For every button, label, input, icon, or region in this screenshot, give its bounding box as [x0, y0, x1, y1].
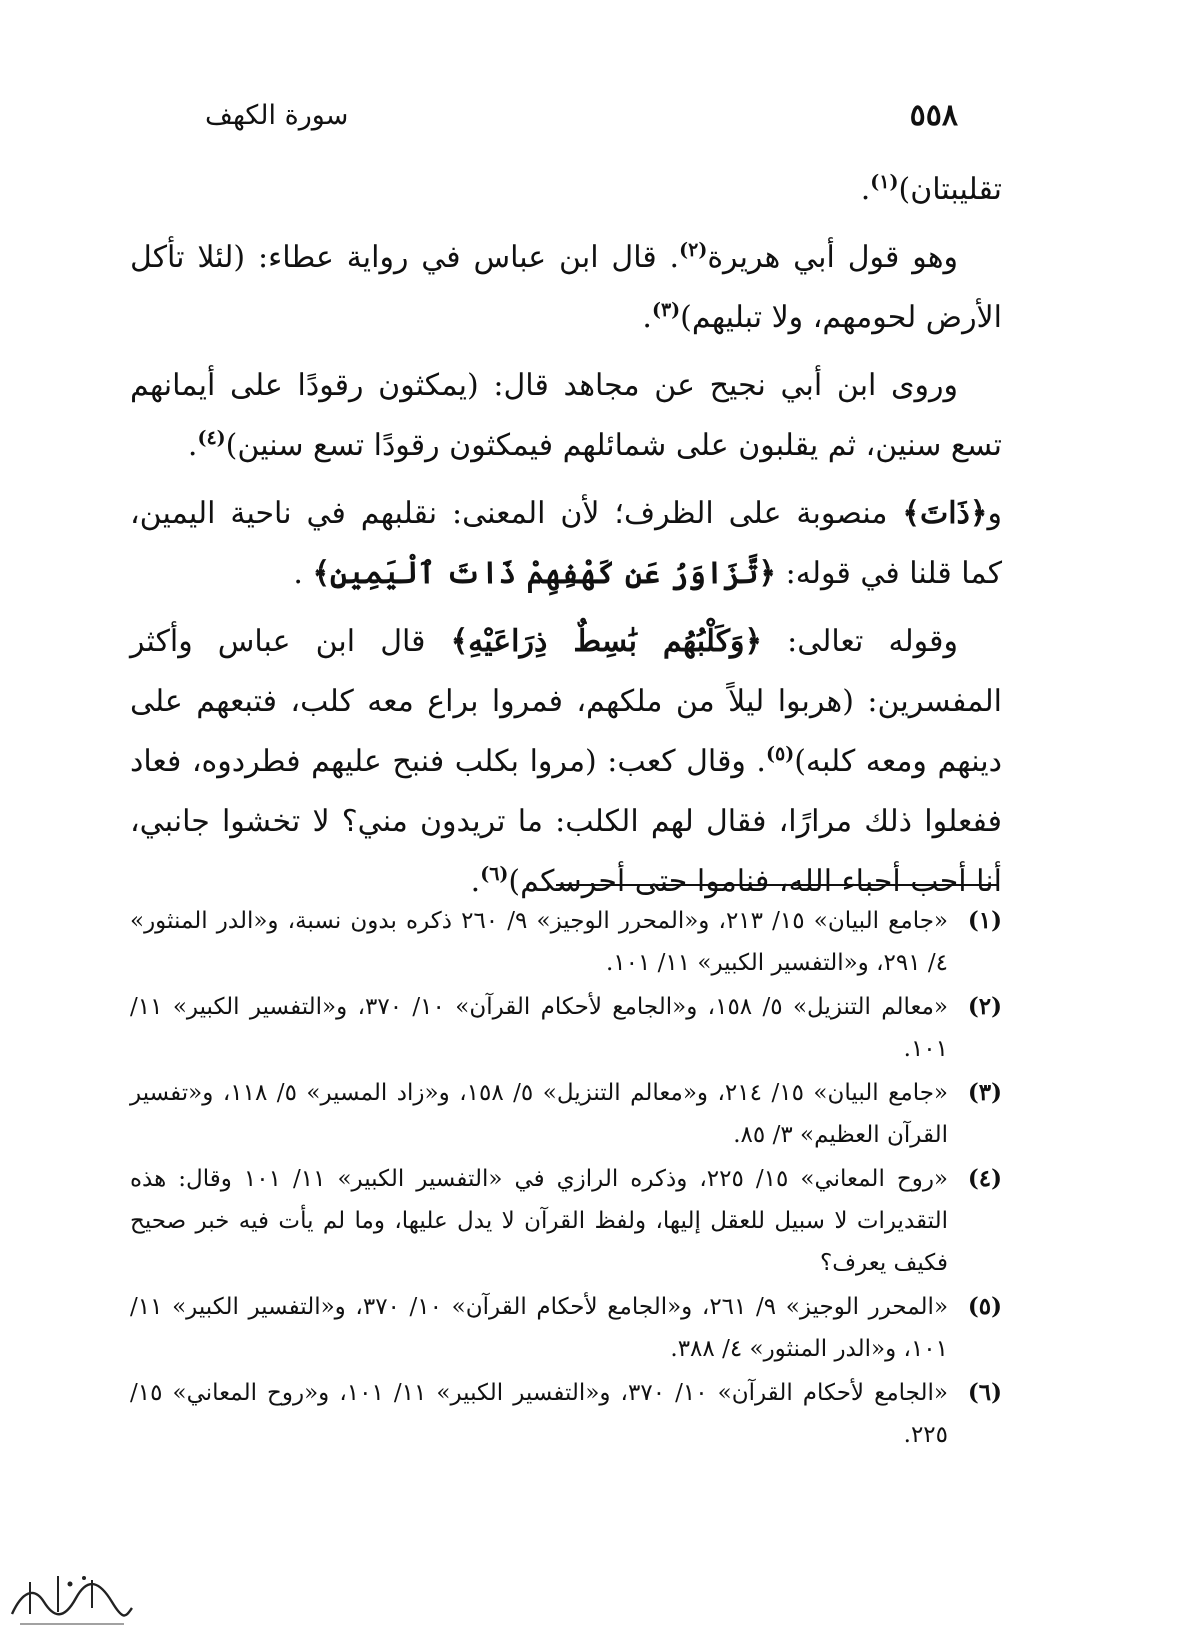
footnote-5: [130, 1286, 1002, 1370]
paragraph-5: [130, 612, 1002, 912]
footnote-ref[interactable]: (١): [870, 171, 899, 193]
footnote-4: [130, 1158, 1002, 1284]
paragraph-text: منصوبة على الظرف؛ لأن المعنى: نقلبهم في ناحية اليمين، كما قلنا في قوله:: [130, 496, 1002, 591]
watermark-logo: [0, 1562, 140, 1632]
quran-quote: ﴿ذَاتَ﴾: [902, 496, 988, 531]
footnote-text: «الجامع لأحكام القرآن» ١٠/ ٣٧٠، و«التفسير الكبير» ١١/ ١٠١، و«روح المعاني» ١٥/ ٢٢٥.: [130, 1380, 948, 1448]
footnote-1: [130, 900, 1002, 984]
paragraph-text: تقليبتان): [898, 172, 1002, 207]
paragraph-text: وروى ابن أبي نجيح عن مجاهد قال: (يمكثون رقودًا على أيمانهم تسع سنين، ثم يقلبون على شمائلهم فيمكثون رقودًا تسع سنين): [130, 368, 1002, 463]
footnote-2: [130, 986, 1002, 1070]
paragraph-end: .: [187, 428, 198, 463]
footnote-text: «المحرر الوجيز» ٩/ ٢٦١، و«الجامع لأحكام القرآن» ١٠/ ٣٧٠، و«التفسير الكبير» ١١/ ١٠١، و«الدر المنثور» ٤/ ٣٨٨.: [130, 1294, 949, 1362]
footnote-6: [130, 1372, 1002, 1456]
paragraph-3: [130, 356, 1002, 476]
footnote-number: (٦): [967, 1379, 1002, 1406]
footnote-3: [130, 1072, 1002, 1156]
paragraph-text: و: [987, 496, 1002, 531]
paragraph-text: . وقال كعب: (مروا بكلب فنبح عليهم فطردوه، فعاد ففعلوا ذلك مرارًا، فقال لهم الكلب: ما تريدون مني؟ لا تخشوا جانبي، أنا أحب أحباء الله، فناموا حتى أحرسكم): [130, 744, 1002, 899]
footnote-text: «جامع البيان» ١٥/ ٢١٣، و«المحرر الوجيز» ٩/ ٢٦٠ ذكره بدون نسبة، و«الدر المنثور» ٤/ ٢٩١، و«التفسير الكبير» ١١/ ١٠١.: [130, 908, 949, 976]
main-text: [130, 160, 1002, 920]
footnote-text: «معالم التنزيل» ٥/ ١٥٨، و«الجامع لأحكام القرآن» ١٠/ ٣٧٠، و«التفسير الكبير» ١١/ ١٠١.: [130, 994, 949, 1062]
footnote-number: (٣): [967, 1079, 1002, 1106]
paragraph-text: قال ابن عباس وأكثر المفسرين: (هربوا ليلاً من ملكهم، فمروا براع معه كلب، فتبعهم على دينهم ومعه كلبه): [130, 624, 1003, 779]
paragraph-end: .: [860, 172, 871, 207]
footnote-ref[interactable]: (٤): [197, 427, 226, 449]
paragraph-text: . قال ابن عباس في رواية عطاء: (لئلا تأكل الأرض لحومهم، ولا تبليهم): [130, 240, 1002, 335]
footnote-number: (٢): [967, 993, 1002, 1020]
footnote-text: «روح المعاني» ١٥/ ٢٢٥، وذكره الرازي في «التفسير الكبير» ١١/ ١٠١ وقال: هذه التقديرات لا سبيل للعقل إليها، ولفظ القرآن لا يدل عليها، وما لم يأت فيه خبر صحيح فكيف يعرف؟: [130, 1166, 948, 1276]
footnote-number: (١): [967, 907, 1002, 934]
page-number: ٥٥٨: [909, 97, 958, 133]
paragraph-text: وهو قول أبي هريرة: [707, 240, 959, 275]
footnote-number: (٤): [967, 1165, 1002, 1192]
paragraph-end: .: [642, 300, 652, 335]
footnote-ref[interactable]: (٢): [679, 239, 708, 261]
surah-title: سورة الكهف: [205, 99, 349, 131]
paragraph-4: [130, 484, 1002, 604]
footnote-ref[interactable]: (٦): [480, 863, 509, 885]
quran-quote: ﴿تَّزَاوَرُ عَن كَهْفِهِمْ ذَاتَ ٱلْيَمِينِ﴾: [312, 556, 777, 591]
footnote-text: «جامع البيان» ١٥/ ٢١٤، و«معالم التنزيل» ٥/ ١٥٨، و«زاد المسير» ٥/ ١١٨، و«تفسير القرآن العظيم» ٣/ ٨٥.: [130, 1080, 949, 1148]
footnote-ref[interactable]: (٥): [765, 743, 795, 765]
paragraph-end: .: [470, 864, 481, 899]
quran-quote: ﴿وَكَلْبُهُم بَٰسِطٌ ذِرَاعَيْهِ﴾: [450, 624, 763, 659]
paragraph-end: .: [293, 556, 313, 591]
footnote-number: (٥): [967, 1293, 1002, 1320]
footnote-ref[interactable]: (٣): [651, 299, 681, 321]
paragraph-text: وقوله تعالى:: [762, 624, 958, 659]
paragraph-1: [130, 160, 1002, 220]
footnote-divider: [556, 884, 999, 886]
footnotes: [130, 900, 1002, 1458]
page-header: [205, 92, 958, 138]
paragraph-2: [130, 228, 1002, 348]
